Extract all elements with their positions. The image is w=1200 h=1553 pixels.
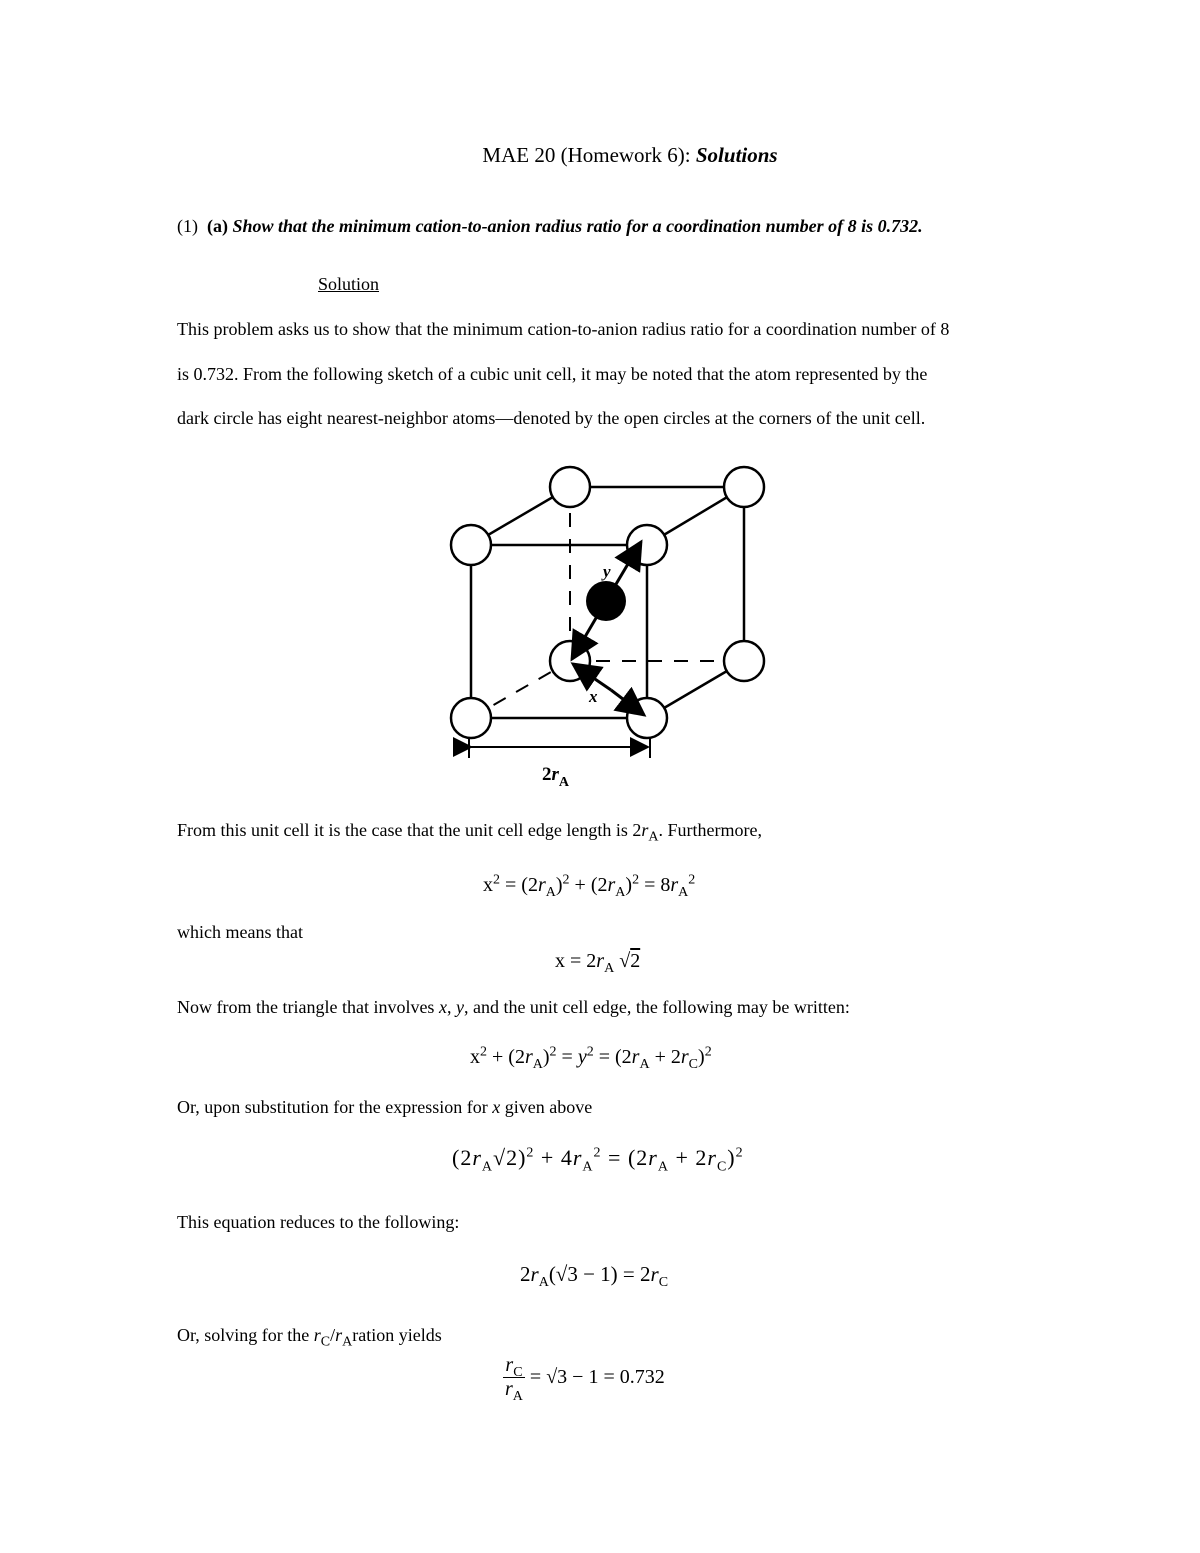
label-x: x	[589, 687, 598, 706]
ratio-fraction: $\frac{r_C}{r_A}$	[505, 1354, 523, 1404]
page-title: MAE 20 (Homework 6): Solutions	[482, 143, 778, 167]
corner-atom	[627, 525, 667, 565]
equation-6: $\frac{r_C}{r_A}$ = √3 − 1 = 0.732	[505, 1354, 665, 1404]
corner-atom	[451, 525, 491, 565]
equation-5: $2r_A(√3 - 1) = 2r_C$	[520, 1262, 669, 1291]
solution-heading: Solution	[318, 274, 380, 294]
intro-line-3: dark circle has eight nearest-neighbor atoms—denoted by the open circles at the corners of the unit cell.	[177, 408, 926, 428]
equation-3: $x^2 + (2r_A)^2 = y^2 = (2r_A + 2r_C)^2$	[470, 1044, 712, 1072]
corner-atom	[550, 467, 590, 507]
label-y: y	[603, 562, 611, 581]
equation-4: $(2r_A√2)^2 + 4r_A^2 = (2r_A + 2r_C)^2$	[452, 1145, 744, 1175]
corner-atom	[451, 698, 491, 738]
which-means-text: which means that	[177, 922, 303, 942]
equation-1: $x^2 = (2r_A)^2 + (2r_A)^2 = 8r_A^2$	[483, 872, 696, 900]
equation-2: $x = 2r_A$ √2	[555, 950, 641, 976]
reduces-text: This equation reduces to the following:	[177, 1212, 460, 1232]
corner-atom	[724, 641, 764, 681]
solving-text: Or, solving for the $r_C/r_Aration$ yields	[177, 1325, 442, 1350]
corner-atom	[627, 698, 667, 738]
problem-statement: (1) (a) Show that the minimum cation-to-anion radius ratio for a coordination number of 8 is 0.732.	[177, 216, 923, 236]
intro-line-1: This problem asks us to show that the minimum cation-to-anion radius ratio for a coordination number of 8	[177, 319, 950, 339]
unit-cell-figure	[440, 460, 780, 800]
front-face	[471, 545, 647, 718]
intro-line-2: is 0.732. From the following sketch of a cubic unit cell, it may be noted that the atom represented by the	[177, 364, 928, 384]
label-2r: $2r_A$	[542, 764, 570, 790]
triangle-text: Now from the triangle that involves x, y, and the unit cell edge, the following may be written:	[177, 997, 850, 1017]
corner-atom	[724, 467, 764, 507]
edge-length-text: From this unit cell it is the case that the unit cell edge length is $2r_A$. Furthermore,	[177, 820, 763, 845]
substitution-text: Or, upon substitution for the expression for x given above	[177, 1097, 593, 1117]
corner-atom	[550, 641, 590, 681]
